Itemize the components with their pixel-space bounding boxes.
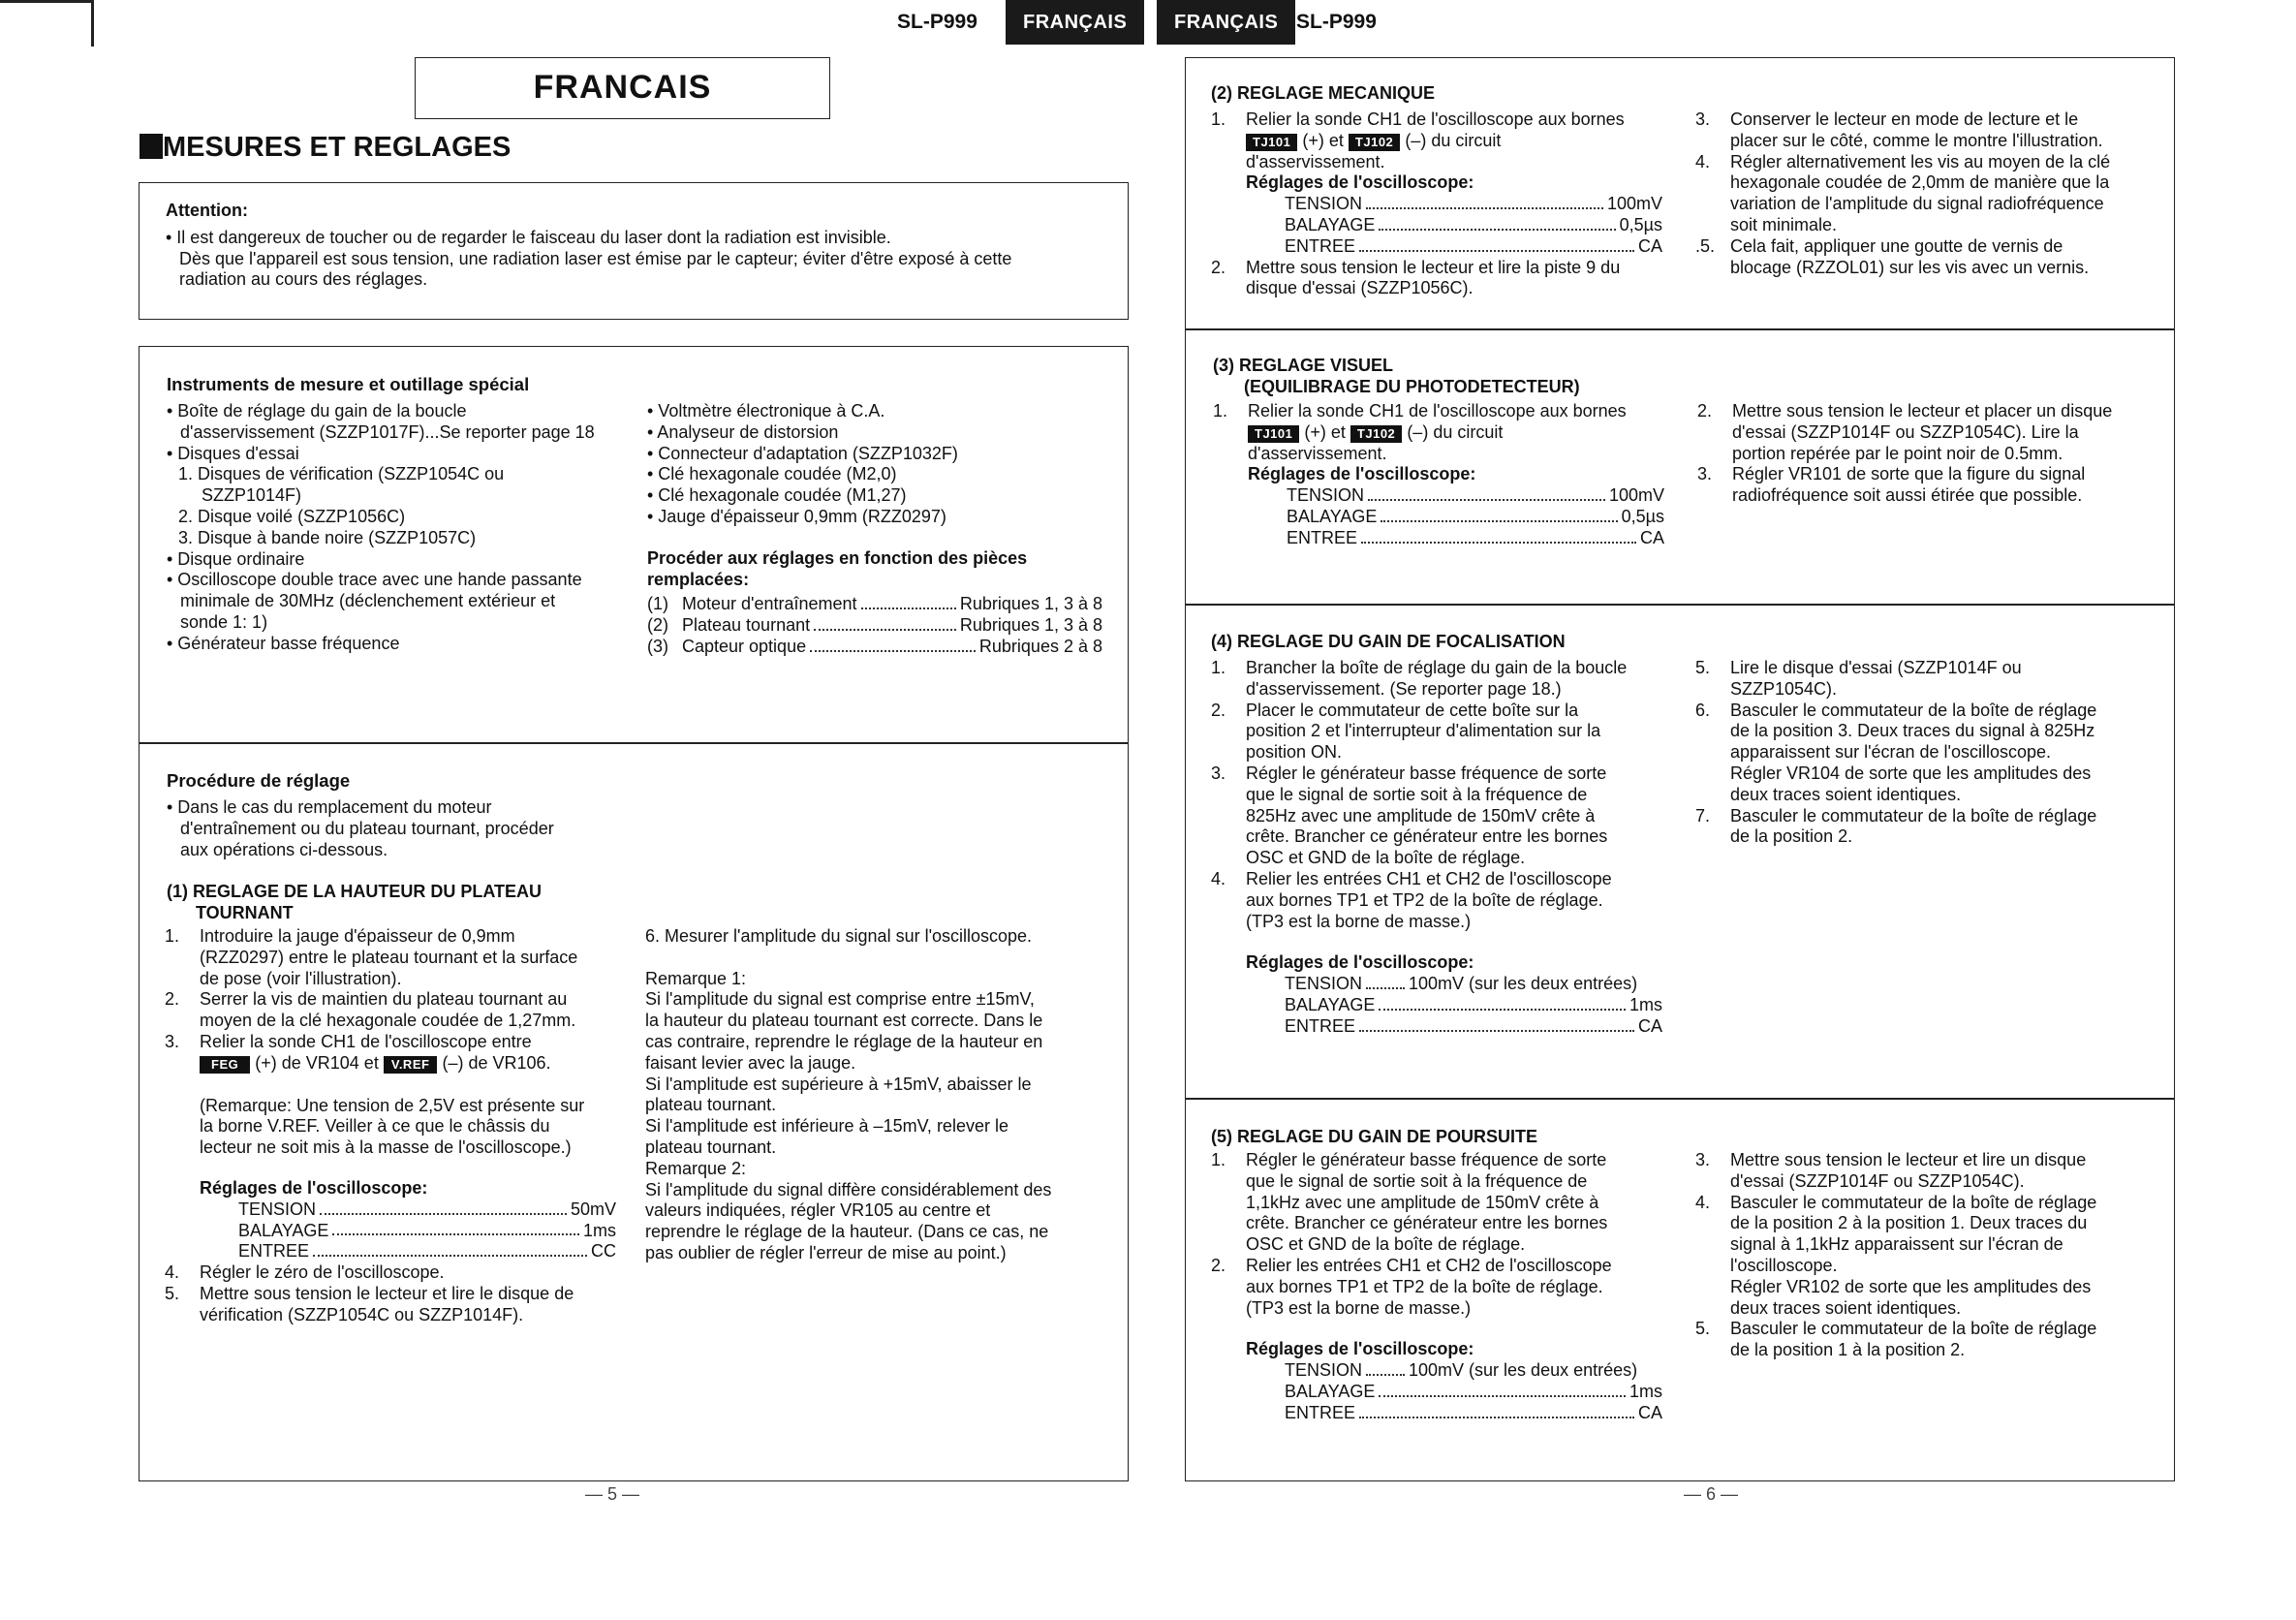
part-row: (3) Capteur optique Rubriques 2 à 8: [647, 636, 1102, 656]
step-item: 4. Régler le zéro de l'oscilloscope.: [165, 1262, 445, 1283]
title-box: [415, 57, 830, 119]
tj101-tag-s3: TJ101: [1248, 425, 1299, 443]
section5-tension: TENSION 100mV (sur les deux entrées): [1285, 1360, 1638, 1381]
section1-col2: 6. Mesurer l'amplitude du signal sur l'oscilloscope. Remarque 1: Si l'amplitude du signal est comprise entre ±15mV, la hauteur du plateau tournant est correcte. Dans le cas contraire, reprendre le réglage de la hauteur en faisant levier avec la jauge. Si l'amplitude est supérieure à +15mV, abaisser le plateau tournant. Si l'amplitude est inférieure à –15mV, relever le plateau tournant. Remarque 2: Si l'amplitude du signal diffère considérablement des valeurs indiquées, régler VR105 au centre et reprendre le réglage de la hauteur. (Dans ce cas, ne pas oublier de régler l'erreur de mise au point.): [645, 926, 1052, 1262]
right-divider-2: [1185, 604, 2175, 606]
step-item: 2. Mettre sous tension le lecteur et placer un disque d'essai (SZZP1014F ou SZZP1054C). Lire la portion repérée par le point noir de 0.5mm.: [1697, 401, 2113, 463]
setting-row: BALAYAGE 0,5µs: [1287, 506, 1664, 526]
step-item: 4. Basculer le commutateur de la boîte de réglage de la position 2 à la position 1. Deux traces du signal à 1,1kHz apparaissent sur l'écran de l'oscilloscope. Régler VR102 de sorte que les amplitudes des deux traces soient identiques.: [1695, 1192, 2097, 1318]
header-model-left: SL-P999: [897, 11, 977, 33]
attention-line-2: Dès que l'appareil est sous tension, une radiation laser est émise par le capteur; éviter d'être exposé à cette: [179, 248, 1012, 268]
section3-settings: [1213, 485, 1678, 548]
setting-row: ENTREE CA: [1285, 1402, 1662, 1422]
step-item: 1. Introduire la jauge d'épaisseur de 0,9mm (RZZ0297) entre le plateau tournant et la surface de pose (voir l'illustration).: [165, 926, 578, 988]
step-item: 2. Relier les entrées CH1 et CH2 de l'oscilloscope aux bornes TP1 et TP2 de la boîte de réglage. (TP3 est la borne de masse.): [1211, 1255, 1612, 1318]
section2-settings: [1211, 194, 1676, 257]
setting-row: ENTREE CA: [1285, 235, 1662, 256]
step-item: 5. Basculer le commutateur de la boîte de réglage de la position 1 à la position 2.: [1695, 1319, 2097, 1360]
section2-col2: [1695, 109, 2160, 278]
vref-terminal-tag: V.REF: [384, 1056, 438, 1074]
attention-box: [139, 182, 1129, 320]
header-lang-left: FRANÇAIS: [1006, 0, 1144, 45]
setting-row: TENSION 100mV: [1285, 194, 1662, 214]
feg-terminal-tag: FEG: [200, 1056, 250, 1074]
step-item: 1. Régler le générateur basse fréquence de sorte que le signal de sortie soit à la fréquence de 1,1kHz avec une amplitude de 150mV crête à crête. Brancher ce générateur entre les bornes OSC et GND de la boîte de réglage.: [1211, 1150, 1608, 1255]
section4-title: (4) REGLAGE DU GAIN DE FOCALISATION: [1211, 632, 1566, 651]
square-bullet-icon: [140, 134, 163, 159]
step-item: 7. Basculer le commutateur de la boîte de réglage de la position 2.: [1695, 805, 2097, 847]
section5-title: (5) REGLAGE DU GAIN DE POURSUITE: [1211, 1127, 1538, 1146]
setting-row: ENTREE CA: [1285, 1015, 1662, 1036]
setting-row: ENTREE CA: [1287, 527, 1664, 547]
step-item: 3. Régler le générateur basse fréquence de sorte que le signal de sortie soit à la fréquence de 825Hz avec une amplitude de 150mV crête à crête. Brancher ce générateur entre les bornes OSC et GND de la boîte de réglage.: [1211, 763, 1608, 868]
step-item: 2. Placer le commutateur de cette boîte sur la position 2 et l'interrupteur d'alimentation sur la position ON.: [1211, 700, 1601, 763]
step-item: 5. Lire le disque d'essai (SZZP1014F ou SZZP1054C).: [1695, 658, 2022, 699]
procedure-title: Procédure de réglage: [167, 770, 351, 791]
right-divider-1: [1185, 328, 2175, 330]
setting-row: ENTREE CC: [238, 1241, 616, 1262]
instruments-title: Instruments de mesure et outillage spécial: [167, 374, 530, 394]
section2-title: (2) REGLAGE MECANIQUE: [1211, 83, 1436, 103]
tj101-tag: TJ101: [1246, 134, 1297, 151]
step-item: 1. Brancher la boîte de réglage du gain de la boucle d'asservissement. (Se reporter page 18.): [1211, 658, 1628, 699]
left-box-divider: [139, 742, 1129, 744]
section1-title: (1) REGLAGE DE LA HAUTEUR DU PLATEAU TOURNANT: [167, 882, 542, 922]
section4-tension: TENSION 100mV (sur les deux entrées): [1285, 974, 1638, 994]
section1-col1: 1. Introduire la jauge d'épaisseur de 0,9mm (RZZ0297) entre le plateau tournant et la surface de pose (voir l'illustration). 2. Serrer la vis de maintien du plateau tournant au moyen de la clé hexagonale coudée de 1,27mm. 3. Relier la sonde CH1 de l'oscilloscope entre FEG (+) de VR104 et V.REF (–) de VR106. (Remarque: Une tension de 2,5V est présente sur la borne V.REF. Veiller à ce que le châssis du lecteur ne soit mis à la masse de l'oscilloscope.) Réglages de l'oscilloscope: TENSION 50mV BALAYAGE 1ms ENTREE CC 4. Régler le zéro de l'oscilloscope. 5. Mettre sous tension le lecteur et lire le disque de vérification (SZZP1054C ou SZZP1014F).: [165, 926, 630, 1326]
section1-settings: [165, 1199, 630, 1262]
page-number-left: — 5 —: [585, 1484, 640, 1504]
binding-mark: [0, 0, 93, 11]
step-item: 4. Régler alternativement les vis au moyen de la clé hexagonale coudée de 2,0mm de manière que la variation de l'amplitude du signal radiofréquence soit minimale.: [1695, 151, 2111, 234]
tj102-tag-s3: TJ102: [1350, 425, 1402, 443]
setting-row: BALAYAGE 1ms: [238, 1220, 616, 1240]
section4-col1: 1. Brancher la boîte de réglage du gain de la boucle d'asservissement. (Se reporter page 18.) 2. Placer le commutateur de cette boîte sur la position 2 et l'interrupteur d'alimentation sur la position ON. 3. Régler le générateur basse fréquence de sorte que le signal de sortie soit à la fréquence de 825Hz avec une amplitude de 150mV crête à crête. Brancher ce générateur entre les bornes OSC et GND de la boîte de réglage. 4. Relier les entrées CH1 et CH2 de l'oscilloscope aux bornes TP1 et TP2 de la boîte de réglage. (TP3 est la borne de masse.) Réglages de l'oscilloscope: TENSION 100mV (sur les deux entrées) BALAYAGE 1ms ENTREE CA: [1211, 658, 1676, 1038]
attention-line-3: radiation au cours des réglages.: [179, 269, 428, 290]
part-row: (2) Plateau tournant Rubriques 1, 3 à 8: [647, 615, 1102, 636]
setting-row: BALAYAGE 1ms: [1285, 994, 1662, 1014]
section1-osc-label: Réglages de l'oscilloscope:: [200, 1177, 428, 1198]
tj102-tag: TJ102: [1349, 134, 1400, 151]
instruments-right-list: • Voltmètre électronique à C.A. • Analyseur de distorsion • Connecteur d'adaptation (SZZP1032F) • Clé hexagonale coudée (M2,0) • Clé hexagonale coudée (M1,27) • Jauge d'épaisseur 0,9mm (RZZ0297) Procéder aux réglages en fonction des pièces remplacées: (1) Moteur d'entraînement Rubriques 1, 3 à 8 (2) Plateau tournant Rubriques 1, 3 à 8 (3) Capteur optique Rubriques 2 à 8: [647, 401, 1112, 658]
parts-list: [647, 594, 1112, 657]
setting-row: BALAYAGE 0,5µs: [1285, 214, 1662, 234]
header-lang-right: FRANÇAIS: [1157, 0, 1295, 45]
section4-col2: [1695, 658, 2160, 848]
step-item: .5. Cela fait, appliquer une goutte de vernis de blocage (RZZOL01) sur les vis avec un vernis.: [1695, 235, 2090, 277]
setting-row: TENSION 100mV: [1287, 485, 1664, 506]
section3-title: (3) REGLAGE VISUEL (EQUILIBRAGE DU PHOTODETECTEUR): [1213, 356, 1580, 396]
binding-mark-vertical: [91, 0, 94, 47]
right-divider-3: [1185, 1098, 2175, 1100]
attention-label: Attention:: [166, 201, 248, 220]
procedure-intro: • Dans le cas du remplacement du moteur d'entraînement ou du plateau tournant, procéder aux opérations ci-dessous.: [167, 797, 554, 859]
section5-col2: [1695, 1150, 2160, 1361]
section3-col1: 1. Relier la sonde CH1 de l'oscilloscope aux bornes TJ101 (+) et TJ102 (–) du circuit d'asservissement. Réglages de l'oscilloscope: TENSION 100mV BALAYAGE 0,5µs ENTREE CA: [1213, 401, 1678, 549]
step-item: 4. Relier les entrées CH1 et CH2 de l'oscilloscope aux bornes TP1 et TP2 de la boîte de réglage. (TP3 est la borne de masse.): [1211, 868, 1612, 931]
header-model-right: SL-P999: [1296, 11, 1377, 33]
step-item: 6. Basculer le commutateur de la boîte de réglage de la position 3. Deux traces du signal à 825Hz apparaissent sur l'écran de l'oscilloscope. Régler VR104 de sorte que les amplitudes des deux traces soient identiques.: [1695, 700, 2097, 804]
page-number-right: — 6 —: [1684, 1484, 1739, 1504]
section3-col2: [1697, 401, 2162, 507]
section5-col1: 1. Régler le générateur basse fréquence de sorte que le signal de sortie soit à la fréquence de 1,1kHz avec une amplitude de 150mV crête à crête. Brancher ce générateur entre les bornes OSC et GND de la boîte de réglage. 2. Relier les entrées CH1 et CH2 de l'oscilloscope aux bornes TP1 et TP2 de la boîte de réglage. (TP3 est la borne de masse.) Réglages de l'oscilloscope: TENSION 100mV (sur les deux entrées) BALAYAGE 1ms ENTREE CA: [1211, 1150, 1676, 1424]
section-title: MESURES ET REGLAGES: [140, 134, 511, 159]
step-item: 3. Conserver le lecteur en mode de lecture et le placer sur le côté, comme le montre l'illustration.: [1695, 109, 2103, 150]
step-item: 3. Relier la sonde CH1 de l'oscilloscope entre: [165, 1031, 532, 1051]
instruments-left-list: • Boîte de réglage du gain de la boucle d'asservissement (SZZP1017F)...Se reporter page 18 • Disques d'essai 1. Disques de vérification (SZZP1054C ou SZZP1014F) 2. Disque voilé (SZZP1056C) 3. Disque à bande noire (SZZP1057C) • Disque ordinaire • Oscilloscope double trace avec une hande passante minimale de 30MHz (déclenchement extérieur et sonde 1: 1) • Générateur basse fréquence: [167, 401, 595, 653]
section1-remark: (Remarque: Une tension de 2,5V est présente sur la borne V.REF. Veiller à ce que le châssis du lecteur ne soit mis à la masse de l'oscilloscope.): [200, 1095, 585, 1158]
step-item: 3. Mettre sous tension le lecteur et lire un disque d'essai (SZZP1014F ou SZZP1054C).: [1695, 1150, 2087, 1191]
step-item: 2. Serrer la vis de maintien du plateau tournant au moyen de la clé hexagonale coudée de 1,27mm.: [165, 989, 576, 1031]
attention-line-1: • Il est dangereux de toucher ou de regarder le faisceau du laser dont la radiation est invisible.: [166, 227, 891, 247]
setting-row: BALAYAGE 1ms: [1285, 1381, 1662, 1401]
part-row: (1) Moteur d'entraînement Rubriques 1, 3 à 8: [647, 594, 1102, 614]
setting-row: TENSION 50mV: [238, 1199, 616, 1219]
step-item: 5. Mettre sous tension le lecteur et lire le disque de vérification (SZZP1054C ou SZZP1014F).: [165, 1283, 574, 1324]
step-item: 3. Régler VR101 de sorte que la figure du signal radiofréquence soit aussi étirée que possible.: [1697, 464, 2086, 506]
section2-col1: 1. Relier la sonde CH1 de l'oscilloscope aux bornes TJ101 (+) et TJ102 (–) du circuit d'asservissement. Réglages de l'oscilloscope: TENSION 100mV BALAYAGE 0,5µs ENTREE CA 2. Mettre sous tension le lecteur et lire la piste 9 du disque d'essai (SZZP1056C).: [1211, 109, 1676, 299]
page-title: FRANCAIS: [533, 69, 712, 106]
